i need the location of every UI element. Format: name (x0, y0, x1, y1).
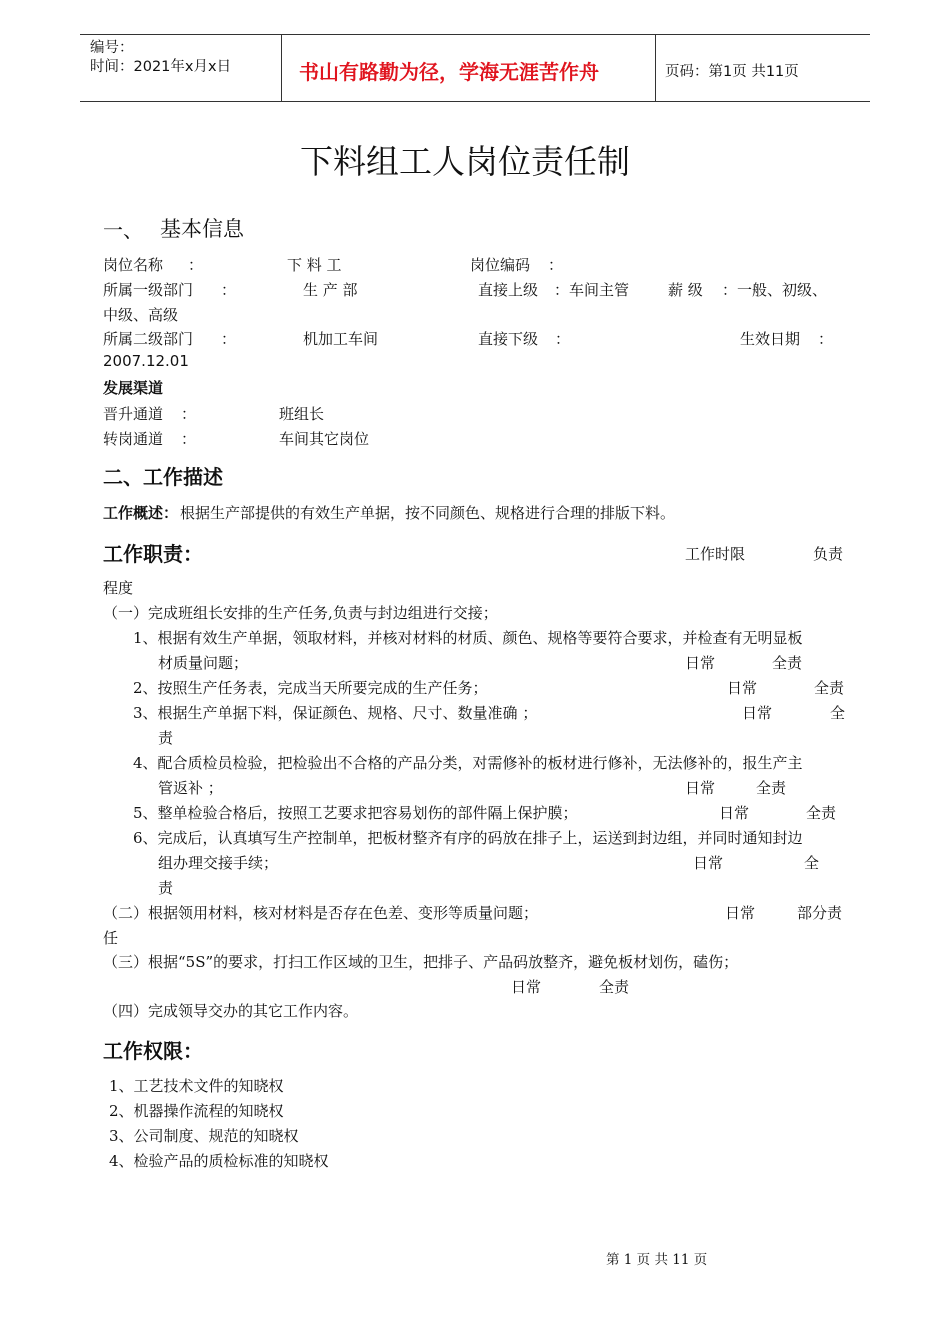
field-label-effective-date: 生效日期 (740, 330, 801, 348)
field-value-position-name: 下 料 工 (287, 256, 342, 274)
duty-item-5: 5、整单检验合格后，按照工艺要求把容易划伤的部件隔上保护膜； (133, 804, 578, 822)
field-label-dept-level1: 所属一级部门 (103, 281, 194, 299)
field-value-promotion: 班组长 (279, 405, 325, 423)
document-title: 下料组工人岗位责任制 (300, 142, 630, 181)
duty-item-1-resp: 全责 (772, 654, 803, 672)
duty-group-4: （四）完成领导交办的其它工作内容。 (103, 1002, 359, 1020)
duty-item-1-time: 日常 (685, 654, 716, 672)
section1-title: 基本信息 (160, 217, 244, 241)
section1-number: 一、 (103, 218, 143, 242)
field-colon: ： (221, 281, 237, 299)
field-value-effective-date: 2007.12.01 (103, 352, 189, 370)
duty-item-2-resp: 全责 (814, 679, 845, 697)
duty-item-2-time: 日常 (727, 679, 758, 697)
field-value-salary-grade: ：一般、初级、 (722, 281, 828, 299)
header-bottom-rule (80, 101, 870, 102)
field-label-dept-level2: 所属二级部门 (103, 330, 194, 348)
duty-group-2-resp: 部分责 (797, 904, 843, 922)
duty-group-3-resp: 全责 (599, 978, 630, 996)
field-colon: ： (181, 405, 197, 423)
column-header-resp-cont: 程度 (103, 579, 134, 597)
field-label-salary-grade: 薪 级 (668, 281, 703, 299)
header-divider-left (281, 34, 282, 102)
authority-item-1: 1、工艺技术文件的知晓权 (109, 1077, 284, 1095)
field-label-promotion: 晋升通道 (103, 405, 164, 423)
duty-item-3-time: 日常 (742, 704, 773, 722)
duties-title: 工作职责： (103, 542, 203, 566)
authority-item-4: 4、检验产品的质检标准的知晓权 (109, 1152, 329, 1170)
duty-item-6-cont: 组办理交接手续； (158, 854, 279, 872)
header-divider-right (655, 34, 656, 102)
duty-item-3: 3、根据生产单据下料，保证颜色、规格、尺寸、数量准确 ； (133, 704, 538, 722)
duty-item-5-resp: 全责 (806, 804, 837, 822)
development-channel-title: 发展渠道 (103, 379, 164, 397)
field-colon: ： (555, 330, 571, 348)
duty-group-2: （二）根据领用材料，核对材料是否存在色差、变形等质量问题； (103, 904, 539, 922)
field-value-dept-level1: 生 产 部 (303, 281, 358, 299)
field-colon: ： (188, 256, 204, 274)
duty-item-4-time: 日常 (685, 779, 716, 797)
header-time-label: 时间：2021年x月x日 (90, 59, 232, 75)
field-colon: ： (818, 330, 834, 348)
duty-item-4-cont: 管返补 ； (158, 779, 223, 797)
field-label-position-name: 岗位名称 (103, 256, 164, 274)
section2-title: 二、工作描述 (103, 465, 223, 489)
header-top-rule (80, 34, 870, 35)
duty-item-5-time: 日常 (719, 804, 750, 822)
authority-item-3: 3、公司制度、规范的知晓权 (109, 1127, 299, 1145)
duty-group-3-time: 日常 (511, 978, 542, 996)
header-code-label: 编号： (90, 40, 134, 56)
duty-item-6: 6、完成后，认真填写生产控制单，把板材整齐有序的码放在排子上，运送到封边组，并同时通知封边 (133, 829, 803, 847)
duty-item-3-resp-cont: 责 (158, 729, 174, 747)
duty-item-6-resp: 全 (804, 854, 820, 872)
field-label-position-code: 岗位编码 (470, 256, 531, 274)
duty-item-2: 2、按照生产任务表，完成当天所要完成的生产任务； (133, 679, 488, 697)
duty-item-4: 4、配合质检员检验，把检验出不合格的产品分类，对需修补的板材进行修补，无法修补的，报生产主 (133, 754, 803, 772)
duty-item-1: 1、根据有效生产单据，领取材料，并核对材料的材质、颜色、规格等要符合要求，并检查有无明显板 (133, 629, 803, 647)
duty-item-3-resp: 全 (830, 704, 846, 722)
duty-item-6-time: 日常 (693, 854, 724, 872)
duty-group-3: （三）根据“5S”的要求，打扫工作区域的卫生，把排子、产品码放整齐，避免板材划伤，磕伤； (103, 953, 739, 971)
duty-group-1: （一）完成班组长安排的生产任务,负责与封边组进行交接； (103, 604, 498, 622)
duty-item-6-resp-cont: 责 (158, 879, 174, 897)
field-label-direct-superior: 直接上级 (478, 281, 539, 299)
overview-text: 根据生产部提供的有效生产单据，按不同颜色、规格进行合理的排版下料。 (180, 504, 676, 522)
column-header-resp: 负责 (813, 545, 844, 563)
page-footer: 第 1 页 共 11 页 (606, 1252, 708, 1268)
field-label-direct-subordinate: 直接下级 (478, 330, 539, 348)
header-motto: 书山有路勤为径，学海无涯苦作舟 (299, 60, 599, 84)
authority-item-2: 2、机器操作流程的知晓权 (109, 1102, 284, 1120)
field-colon: ： (181, 430, 197, 448)
overview-label: 工作概述： (103, 504, 179, 522)
duty-group-2-time: 日常 (725, 904, 756, 922)
column-header-time: 工作时限 (685, 545, 746, 563)
field-colon: ： (548, 256, 564, 274)
field-colon: ： (221, 330, 237, 348)
header-page-info: 页码：第1页 共11页 (665, 64, 799, 80)
field-value-dept-level2: 机加工车间 (303, 330, 379, 348)
field-label-transfer: 转岗通道 (103, 430, 164, 448)
authority-title: 工作权限： (103, 1039, 203, 1063)
field-value-salary-grade-cont: 中级、高级 (103, 306, 179, 324)
field-value-direct-superior: ：车间主管 (554, 281, 630, 299)
duty-item-1-cont: 材质量问题； (158, 654, 249, 672)
duty-item-4-resp: 全责 (756, 779, 787, 797)
duty-group-2-resp-cont: 任 (103, 929, 119, 947)
field-value-transfer: 车间其它岗位 (279, 430, 370, 448)
